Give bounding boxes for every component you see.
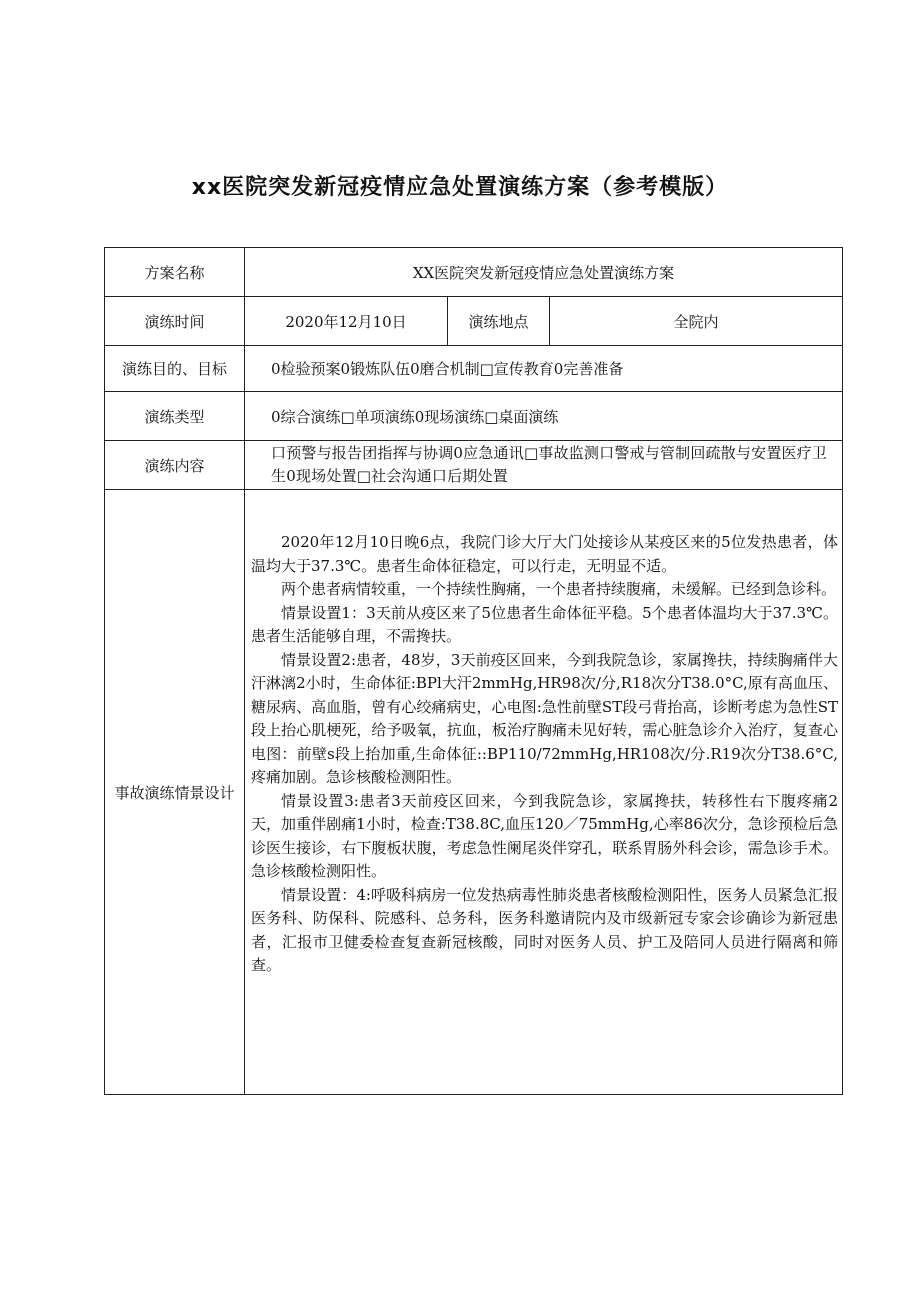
plan-name-label: 方案名称 — [105, 248, 245, 297]
scenario-paragraph: 情景设置1：3天前从疫区来了5位患者生命体征平稳。5个患者体温均大于37.3℃。患者生活能够自理，不需搀扶。 — [251, 603, 838, 645]
goal-label: 演练目的、目标 — [105, 346, 245, 392]
scenario-paragraph: 情景设置3:患者3天前疫区回来，今到我院急诊，家属搀扶，转移性右下腹疼痛2天，加重伴剧痛1小时，检查:T38.8C,血压120／75mmHg,心率86次分，急诊预检后急诊医生接诊，右下腹板状腹，考虑急性阑尾炎伴穿孔，联系胃肠外科会诊，需急诊手术。急诊核酸检测阳性。 — [251, 791, 838, 880]
time-label: 演练时间 — [105, 297, 245, 346]
scenario-paragraph: 情景设置：4:呼吸科病房一位发热病毒性肺炎患者核酸检测阳性，医务人员紧急汇报医务科、防保科、院感科、总务科，医务科邀请院内及市级新冠专家会诊确诊为新冠患者，汇报市卫健委检查复查新冠核酸，同时对医务人员、护工及陪同人员进行隔离和筛查。 — [251, 885, 838, 974]
time-value: 2020年12月10日 — [245, 297, 448, 346]
document-title: xx医院突发新冠疫情应急处置演练方案（参考模版） — [191, 175, 729, 200]
type-value: 0综合演练□单项演练0现场演练□桌面演练 — [245, 392, 843, 441]
plan-name-value: XX医院突发新冠疫情应急处置演练方案 — [245, 248, 843, 297]
type-label: 演练类型 — [105, 392, 245, 441]
scenario-paragraph: 两个患者病情较重，一个持续性胸痛，一个患者持续腹痛，未缓解。已经到急诊科。 — [281, 580, 837, 598]
scenario-row — [105, 490, 843, 1095]
type-row — [105, 392, 843, 441]
goal-value: 0检验预案0锻炼队伍0磨合机制□宣传教育0完善准备 — [245, 346, 843, 392]
scenario-cell — [245, 490, 843, 1095]
goal-row — [105, 346, 843, 392]
location-label: 演练地点 — [448, 297, 550, 346]
plan-name-row — [105, 248, 843, 297]
content-value: 口预警与报告团指挥与协调0应急通讯□事故监测口警戒与管制回疏散与安置医疗卫生0现场处置□社会沟通口后期处置 — [245, 441, 843, 490]
content-label: 演练内容 — [105, 441, 245, 490]
scenario-text — [251, 490, 838, 978]
scenario-label: 事故演练情景设计 — [105, 490, 245, 1095]
drill-plan-table — [104, 247, 843, 1095]
scenario-paragraph: 2020年12月10日晚6点，我院门诊大厅大门处接诊从某疫区来的5位发热患者，体温均大于37.3℃。患者生命体征稳定，可以行走，无明显不适。 — [251, 533, 838, 575]
location-value: 全院内 — [550, 297, 843, 346]
content-row — [105, 441, 843, 490]
scenario-paragraph: 情景设置2:患者，48岁，3天前疫区回来，今到我院急诊，家属搀扶，持续胸痛伴大汗淋漓2小时，生命体征:BPl大汗2mmHg,HR98次/分,R18次分T38.0°C,原有高血压、糖尿病、高血脂，曾有心绞痛病史，心电图:急性前壁ST段弓背抬高，诊断考虑为急性ST段上抬心肌梗死，给予吸氧，抗血，板治疗胸痛未见好转，需心脏急诊介入治疗，复查心电图：前壁s段上抬加重,生命体征::BP110/72mmHg,HR108次/分.R19次分T38.6°C,疼痛加剧。急诊核酸检测阳性。 — [251, 650, 838, 786]
time-location-row — [105, 297, 843, 346]
